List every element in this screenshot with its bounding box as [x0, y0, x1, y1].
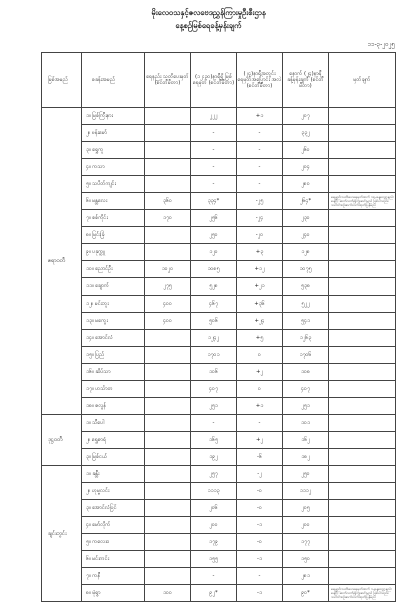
station-cell: ၁၈။ ဇလွန်	[82, 397, 145, 414]
level-cell: -	[191, 176, 237, 193]
remark-cell	[329, 159, 396, 176]
forecast-cell: ၁၀၇၅	[283, 261, 329, 278]
level-cell: ၁၀၈၅	[191, 261, 237, 278]
station-cell: ၁၀။ ညောင်ဦး	[82, 261, 145, 278]
table-row	[42, 414, 396, 431]
change-cell: +၃၆	[237, 295, 283, 312]
station-cell: ၈။ မြင်းခြံ	[82, 227, 145, 244]
table-row	[42, 397, 396, 414]
river-name-cell: ချင်းတွင်း	[42, 465, 82, 601]
station-cell: ၂။ ဗန်းမော်	[82, 125, 145, 142]
table-row	[42, 380, 396, 397]
warning-cell: ၁၀၀	[145, 585, 191, 602]
station-cell: ၃။ ရွှေကူ	[82, 142, 145, 159]
forecast-cell: ၂၀၇	[283, 108, 329, 125]
remark-cell	[329, 227, 396, 244]
level-cell: ၂၀၆	[191, 500, 237, 517]
remark-cell	[329, 261, 396, 278]
table-header-row	[42, 53, 396, 108]
change-cell: +၁၂	[237, 261, 283, 278]
warning-cell	[145, 159, 191, 176]
station-cell: ၂။ ရွှေစာရံ	[82, 431, 145, 448]
level-cell: ၂၅၆	[191, 210, 237, 227]
level-cell: ၂၅၁	[191, 397, 237, 414]
level-cell: ၉၂*	[191, 585, 237, 602]
level-cell: ၂၀၀	[191, 517, 237, 534]
warning-cell	[145, 346, 191, 363]
warning-cell	[145, 244, 191, 261]
table-row	[42, 193, 396, 210]
change-cell: -၁	[237, 551, 283, 568]
forecast-cell: ၂၈၁	[283, 568, 329, 585]
level-cell: -	[191, 125, 237, 142]
remark-cell	[329, 500, 396, 517]
remark-cell	[329, 329, 396, 346]
warning-cell: ၂၇၅	[145, 278, 191, 295]
level-cell: ၁၁၁၃	[191, 483, 237, 500]
warning-cell	[145, 448, 191, 465]
forecast-cell: ၉၀*	[283, 585, 329, 602]
station-cell: ၁၅။ ပြည်	[82, 346, 145, 363]
remark-cell	[329, 295, 396, 312]
warning-cell	[145, 142, 191, 159]
change-cell: -	[237, 568, 283, 585]
change-cell: +၁	[237, 397, 283, 414]
change-cell: +၂၄	[237, 312, 283, 329]
table-row	[42, 448, 396, 465]
level-cell: ၁၂၄၂	[191, 329, 237, 346]
forecast-cell: ၅၃၈	[283, 278, 329, 295]
station-cell: ၄။ မော်လိုက်	[82, 517, 145, 534]
station-cell: ၁။ ခန္တီး	[82, 465, 145, 482]
warning-cell	[145, 568, 191, 585]
station-cell: ၅။ ကလေးဝ	[82, 534, 145, 551]
warning-cell	[145, 227, 191, 244]
change-cell: -	[237, 159, 283, 176]
warning-cell: ၄၀၀	[145, 312, 191, 329]
forecast-cell: ၁၀၈	[283, 363, 329, 380]
level-cell: ၄၆၇	[191, 295, 237, 312]
change-cell: -၁	[237, 517, 283, 534]
table-row	[42, 261, 396, 278]
level-cell: ၃၃၄*	[191, 193, 237, 210]
station-cell: ၁။ မြစ်ကြီးနား	[82, 108, 145, 125]
remark-cell	[329, 551, 396, 568]
forecast-cell: ၁၀၁	[283, 414, 329, 431]
river-name-cell: ဒုဋ္ဌဝတီ	[42, 414, 82, 465]
change-cell: -၂၅	[237, 193, 283, 210]
forecast-cell: ၁၅၀	[283, 551, 329, 568]
table-row	[42, 465, 396, 482]
remark-cell	[329, 176, 396, 193]
station-cell: ၅။ သပိတ်ကျင်း	[82, 176, 145, 193]
table-row	[42, 329, 396, 346]
remark-cell	[329, 448, 396, 465]
level-cell: ၂၅၇	[191, 465, 237, 482]
table-row	[42, 278, 396, 295]
table-row	[42, 210, 396, 227]
station-cell: ၁။ သီပေါ	[82, 414, 145, 431]
table-body	[42, 108, 396, 602]
forecast-cell: ၅၄၁	[283, 312, 329, 329]
level-cell: ၁၇၉	[191, 534, 237, 551]
forecast-cell: ၁၂၈	[283, 244, 329, 261]
table-row	[42, 244, 396, 261]
forecast-cell: ၂၄၀	[283, 227, 329, 244]
table-row	[42, 312, 396, 329]
forecast-cell: ၁၆၂	[283, 431, 329, 448]
remark-cell: ရေနည်းသတိပေးရေမှတ်ထက် ၁-နေ့လျှော့နည်းနေပြီး ဆက်လက်၍ကျဆင်းမည် ဖြစ်ပါသည်။ သတင်းစဉ်ဆက်လက်ထုတ်ပြန်မည်	[329, 585, 396, 602]
level-cell: ၅၂၈	[191, 278, 237, 295]
table-row	[42, 227, 396, 244]
header-change: (၂၄)နာရီအတွင်း ရေမှတ်အပြောင်း အလဲ (စင်တီမီတာ)	[237, 53, 283, 108]
level-cell: -	[191, 159, 237, 176]
table-row	[42, 534, 396, 551]
change-cell: +၅	[237, 329, 283, 346]
forecast-cell: ၂၃၀	[283, 210, 329, 227]
remark-cell	[329, 517, 396, 534]
warning-cell	[145, 329, 191, 346]
table-row	[42, 568, 396, 585]
remark-cell	[329, 397, 396, 414]
change-cell: -	[237, 176, 283, 193]
forecast-cell: ၁၇၀၆	[283, 346, 329, 363]
forecast-table	[41, 52, 396, 602]
warning-cell	[145, 517, 191, 534]
table-row	[42, 500, 396, 517]
header-river: မြစ်အမည်	[42, 53, 82, 108]
station-cell: ၉။ ပခုက္ကူ	[82, 244, 145, 261]
table-row	[42, 176, 396, 193]
change-cell: -၀	[237, 500, 283, 517]
warning-cell	[145, 176, 191, 193]
change-cell: -၀	[237, 483, 283, 500]
remark-cell	[329, 431, 396, 448]
header-remark: မှတ်ချက်	[329, 53, 396, 108]
document-title: မိုးလေဝသနှင့်ဇလဗေဒညွှန်ကြားမှုဦးစီးဌာန	[151, 8, 266, 17]
remark-cell	[329, 125, 396, 142]
table-row	[42, 431, 396, 448]
remark-cell	[329, 414, 396, 431]
forecast-cell: ၂၆၄*	[283, 193, 329, 210]
table-row	[42, 483, 396, 500]
change-cell: +၂၁	[237, 278, 283, 295]
table-row	[42, 295, 396, 312]
warning-cell	[145, 500, 191, 517]
station-cell: ၈။ မုံရွာ	[82, 585, 145, 602]
remark-cell	[329, 346, 396, 363]
remark-cell: ရေနည်းသတိပေးရေမှတ်ထက် ၁၈-နေ့လျှော့နည်းနေပြီး ဆက်လက်၍ကျဆင်းမည် ဖြစ်ပါသည်။ သတင်းစဉ်ဆက်လက်ထုတ်ပြန်မည်	[329, 193, 396, 210]
remark-cell	[329, 483, 396, 500]
level-cell: -	[191, 568, 237, 585]
station-cell: ၆။ မန္တလေး	[82, 193, 145, 210]
remark-cell	[329, 244, 396, 261]
remark-cell	[329, 278, 396, 295]
level-cell: ၅၀၆	[191, 312, 237, 329]
change-cell: +၂	[237, 431, 283, 448]
document-subtitle: နေ့စဉ်မြစ်ရေခန့်မှန်းချက်	[175, 21, 242, 30]
table-row	[42, 142, 396, 159]
table-row	[42, 517, 396, 534]
level-cell: ၁၇၀၁	[191, 346, 237, 363]
table-row	[42, 125, 396, 142]
warning-cell	[145, 363, 191, 380]
forecast-cell: ၃၃၂	[283, 125, 329, 142]
forecast-cell: ၁၁၁၂	[283, 483, 329, 500]
level-cell: ၁၀၆	[191, 363, 237, 380]
header-water-level: (၁၂:၃၀)နာရီရှိ မြစ်ရေမှတ် (စင်တီမီတာ)	[191, 53, 237, 108]
change-cell: -၂၀	[237, 227, 283, 244]
level-cell: ၂၅၀	[191, 227, 237, 244]
table-row	[42, 108, 396, 125]
station-cell: ၄။ ကသာ	[82, 159, 145, 176]
change-cell: -	[237, 125, 283, 142]
header-station: စခန်းအမည်	[82, 53, 145, 108]
warning-cell	[145, 414, 191, 431]
change-cell: ၀	[237, 380, 283, 397]
station-cell: ၇။ စစ်ကိုင်း	[82, 210, 145, 227]
table-row	[42, 585, 396, 602]
level-cell: -	[191, 414, 237, 431]
forecast-cell: ၂၆၀	[283, 142, 329, 159]
remark-cell	[329, 363, 396, 380]
change-cell: -၆	[237, 448, 283, 465]
forecast-cell: ၁၈၂	[283, 448, 329, 465]
warning-cell	[145, 551, 191, 568]
forecast-cell: ၂၅၀	[283, 465, 329, 482]
table-row	[42, 346, 396, 363]
header-warning-level: ရေနည်း သတိပေးမှတ် (စင်တီမီတာ)	[145, 53, 191, 108]
station-cell: ၁၁။ ချောက်	[82, 278, 145, 295]
station-cell: ၃။ အောင်လံပြင်	[82, 500, 145, 517]
forecast-cell: ၅၂၂	[283, 295, 329, 312]
change-cell: ၀	[237, 346, 283, 363]
remark-cell	[329, 534, 396, 551]
warning-cell: ၃၆၀	[145, 193, 191, 210]
river-name-cell: ဧရာဝတီ	[42, 108, 82, 415]
forecast-cell: ၁၂၆၃	[283, 329, 329, 346]
change-cell: -၂	[237, 465, 283, 482]
warning-cell	[145, 108, 191, 125]
remark-cell	[329, 142, 396, 159]
station-cell: ၁၃။ မကွေး	[82, 312, 145, 329]
warning-cell	[145, 380, 191, 397]
station-cell: ၂။ ဟုမ္မလင်း	[82, 483, 145, 500]
warning-cell: ၁၇၀	[145, 210, 191, 227]
change-cell: -၀	[237, 534, 283, 551]
warning-cell	[145, 431, 191, 448]
remark-cell	[329, 210, 396, 227]
remark-cell	[329, 312, 396, 329]
change-cell: -၁	[237, 585, 283, 602]
table-row	[42, 159, 396, 176]
header-forecast: နောက် (၂၄)နာရီ ခန့်မှန်းချက် (စင်တီမီတာ)	[283, 53, 329, 108]
station-cell: ၃။ မြစ်ငယ်	[82, 448, 145, 465]
warning-cell	[145, 397, 191, 414]
station-cell: ၁၇။ ဟင်္သာတ	[82, 380, 145, 397]
change-cell: -	[237, 142, 283, 159]
table-row	[42, 363, 396, 380]
level-cell: ၁၉၂	[191, 448, 237, 465]
forecast-cell: ၂၀၅	[283, 500, 329, 517]
level-cell: -	[191, 142, 237, 159]
warning-cell	[145, 483, 191, 500]
forecast-cell: ၂၀၄	[283, 159, 329, 176]
level-cell: ၂၂၂	[191, 108, 237, 125]
change-cell: -၂၄	[237, 210, 283, 227]
warning-cell	[145, 534, 191, 551]
level-cell: ၄၀၇	[191, 380, 237, 397]
remark-cell	[329, 380, 396, 397]
remark-cell	[329, 568, 396, 585]
remark-cell	[329, 465, 396, 482]
forecast-cell: ၂၈၀	[283, 176, 329, 193]
station-cell: ၁၂။ မင်းဘူး	[82, 295, 145, 312]
forecast-cell: ၂၅၁	[283, 397, 329, 414]
level-cell: ၁၆၅	[191, 431, 237, 448]
change-cell: -	[237, 414, 283, 431]
report-date: ၁၁-၃-၂၀၂၅	[367, 41, 395, 48]
change-cell: +၂	[237, 363, 283, 380]
station-cell: ၇။ ကနီ	[82, 568, 145, 585]
level-cell: ၁၂၀	[191, 244, 237, 261]
station-cell: ၆။ မင်းကင်း	[82, 551, 145, 568]
warning-cell: ၁၀၂၀	[145, 261, 191, 278]
warning-cell	[145, 125, 191, 142]
table-row	[42, 551, 396, 568]
remark-cell	[329, 108, 396, 125]
change-cell: +၁	[237, 108, 283, 125]
station-cell: ၁၄။ အောင်လံ	[82, 329, 145, 346]
station-cell: ၁၆။ ဆိပ်သာ	[82, 363, 145, 380]
level-cell: ၁၅၅	[191, 551, 237, 568]
warning-cell: ၄၀၀	[145, 295, 191, 312]
forecast-cell: ၁၇၇	[283, 534, 329, 551]
forecast-cell: ၂၀၀	[283, 517, 329, 534]
change-cell: +၃	[237, 244, 283, 261]
forecast-cell: ၄၀၇	[283, 380, 329, 397]
warning-cell	[145, 465, 191, 482]
